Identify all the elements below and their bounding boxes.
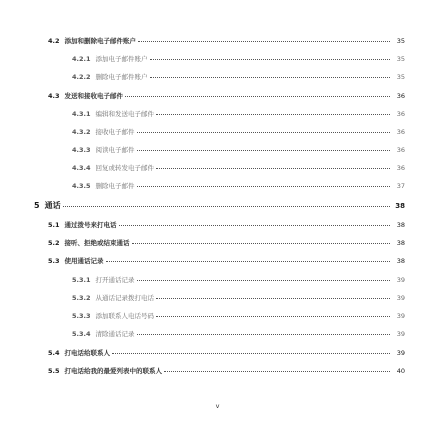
toc-leader-dots [156, 168, 390, 169]
toc-entry-number: 4.3.2 [72, 128, 91, 136]
toc-leader-dots [119, 225, 390, 226]
toc-entry-title: 添加电子邮件账户 [95, 55, 148, 63]
toc-entry[interactable] [72, 160, 405, 176]
toc-entry-number: 5.3.1 [72, 276, 91, 284]
toc-entry-page: 35 [396, 55, 405, 63]
toc-entry-number: 4.2.1 [72, 55, 91, 63]
toc-entry[interactable] [72, 69, 405, 85]
toc-entry[interactable] [48, 363, 405, 379]
toc-leader-dots [156, 316, 390, 317]
toc-entry[interactable] [72, 106, 405, 122]
toc-leader-dots [137, 186, 390, 187]
toc-entry-page: 39 [396, 349, 405, 357]
toc-entry-number: 5.3.4 [72, 330, 91, 338]
toc-entry-page: 38 [396, 239, 405, 247]
toc-entry-title: 阅读电子邮件 [95, 146, 135, 154]
toc-entry[interactable] [48, 33, 405, 49]
toc-entry-title: 删除电子邮件 [95, 182, 135, 190]
toc-entry-title: 通话 [44, 201, 61, 210]
toc-entry-page: 40 [396, 367, 405, 375]
toc-leader-dots [150, 77, 390, 78]
toc-entry-page: 39 [396, 276, 405, 284]
toc-entry-page: 36 [396, 92, 405, 100]
toc-leader-dots [137, 334, 390, 335]
toc-entry-number: 5.1 [48, 221, 60, 229]
toc-leader-dots [137, 280, 390, 281]
toc-entry-page: 37 [396, 182, 405, 190]
toc-leader-dots [164, 371, 390, 372]
toc-entry-number: 4.2 [48, 37, 60, 45]
toc-entry-number: 4.3.3 [72, 146, 91, 154]
toc-entry-number: 5.2 [48, 239, 60, 247]
toc-entry-page: 39 [396, 330, 405, 338]
toc-entry-number: 5.3.3 [72, 312, 91, 320]
toc-entry-title: 删除电子邮件账户 [95, 73, 148, 81]
toc-entry-number: 4.3.4 [72, 164, 91, 172]
toc-entry-page: 36 [396, 146, 405, 154]
toc-entry-title: 回复或转发电子邮件 [95, 164, 155, 172]
toc-entry-title: 打电话给联系人 [64, 349, 111, 357]
toc-entry-title: 从通话记录拨打电话 [95, 294, 155, 302]
toc-leader-dots [125, 96, 390, 97]
toc-entry-page: 38 [396, 221, 405, 229]
toc-entry-page: 39 [396, 294, 405, 302]
page-number-footer: v [215, 402, 220, 410]
toc-entry[interactable] [72, 308, 405, 324]
toc-entry-number: 4.3.1 [72, 110, 91, 118]
toc-leader-dots [106, 261, 390, 262]
toc-entry-number: 5.5 [48, 367, 60, 375]
toc-entry[interactable] [48, 217, 405, 233]
toc-entry[interactable] [34, 198, 405, 214]
toc-entry-number: 5.3.2 [72, 294, 91, 302]
toc-entry-number: 5.3 [48, 257, 60, 265]
toc-entry[interactable] [72, 326, 405, 342]
toc-entry[interactable] [72, 124, 405, 140]
toc-entry-title: 编辑和发送电子邮件 [95, 110, 155, 118]
toc-entry-page: 36 [396, 164, 405, 172]
toc-entry-title: 打开通话记录 [95, 276, 135, 284]
toc-entry-page: 38 [395, 202, 405, 210]
toc-leader-dots [137, 150, 390, 151]
toc-leader-dots [63, 206, 390, 207]
toc-entry[interactable] [72, 290, 405, 306]
toc-entry-number: 5 [34, 201, 40, 210]
toc-entry[interactable] [72, 272, 405, 288]
toc-entry-page: 38 [396, 257, 405, 265]
toc-entry-page: 36 [396, 128, 405, 136]
toc-leader-dots [137, 132, 390, 133]
toc-entry-title: 添加联系人电话号码 [95, 312, 155, 320]
toc-leader-dots [138, 41, 390, 42]
toc-entry-page: 35 [396, 73, 405, 81]
toc-entry[interactable] [48, 345, 405, 361]
toc-leader-dots [150, 59, 390, 60]
toc-entry[interactable] [48, 88, 405, 104]
toc-entry-page: 39 [396, 312, 405, 320]
toc-leader-dots [156, 114, 390, 115]
toc-entry-title: 接听、拒绝或结束通话 [64, 239, 130, 247]
toc-entry-page: 35 [396, 37, 405, 45]
toc-entry-number: 4.2.2 [72, 73, 91, 81]
toc-entry-title: 使用通话记录 [64, 257, 104, 265]
toc-entry-title: 通过拨号来打电话 [64, 221, 117, 229]
toc-entry-number: 5.4 [48, 349, 60, 357]
toc-entry-number: 4.3.5 [72, 182, 91, 190]
toc-entry-title: 接收电子邮件 [95, 128, 135, 136]
toc-entry[interactable] [72, 142, 405, 158]
toc-entry[interactable] [48, 253, 405, 269]
toc-entry-title: 清除通话记录 [95, 330, 135, 338]
toc-entry-title: 发送和接收电子邮件 [64, 92, 124, 100]
toc-entry[interactable] [72, 51, 405, 67]
toc-entry-title: 打电话给我的最爱列表中的联系人 [64, 367, 163, 375]
toc-leader-dots [132, 243, 390, 244]
toc-entry[interactable] [72, 178, 405, 194]
toc-entry-title: 添加和删除电子邮件账户 [64, 37, 137, 45]
toc-entry-number: 4.3 [48, 92, 60, 100]
toc-entry-page: 36 [396, 110, 405, 118]
toc-leader-dots [156, 298, 390, 299]
toc-entry[interactable] [48, 235, 405, 251]
toc-leader-dots [112, 353, 390, 354]
